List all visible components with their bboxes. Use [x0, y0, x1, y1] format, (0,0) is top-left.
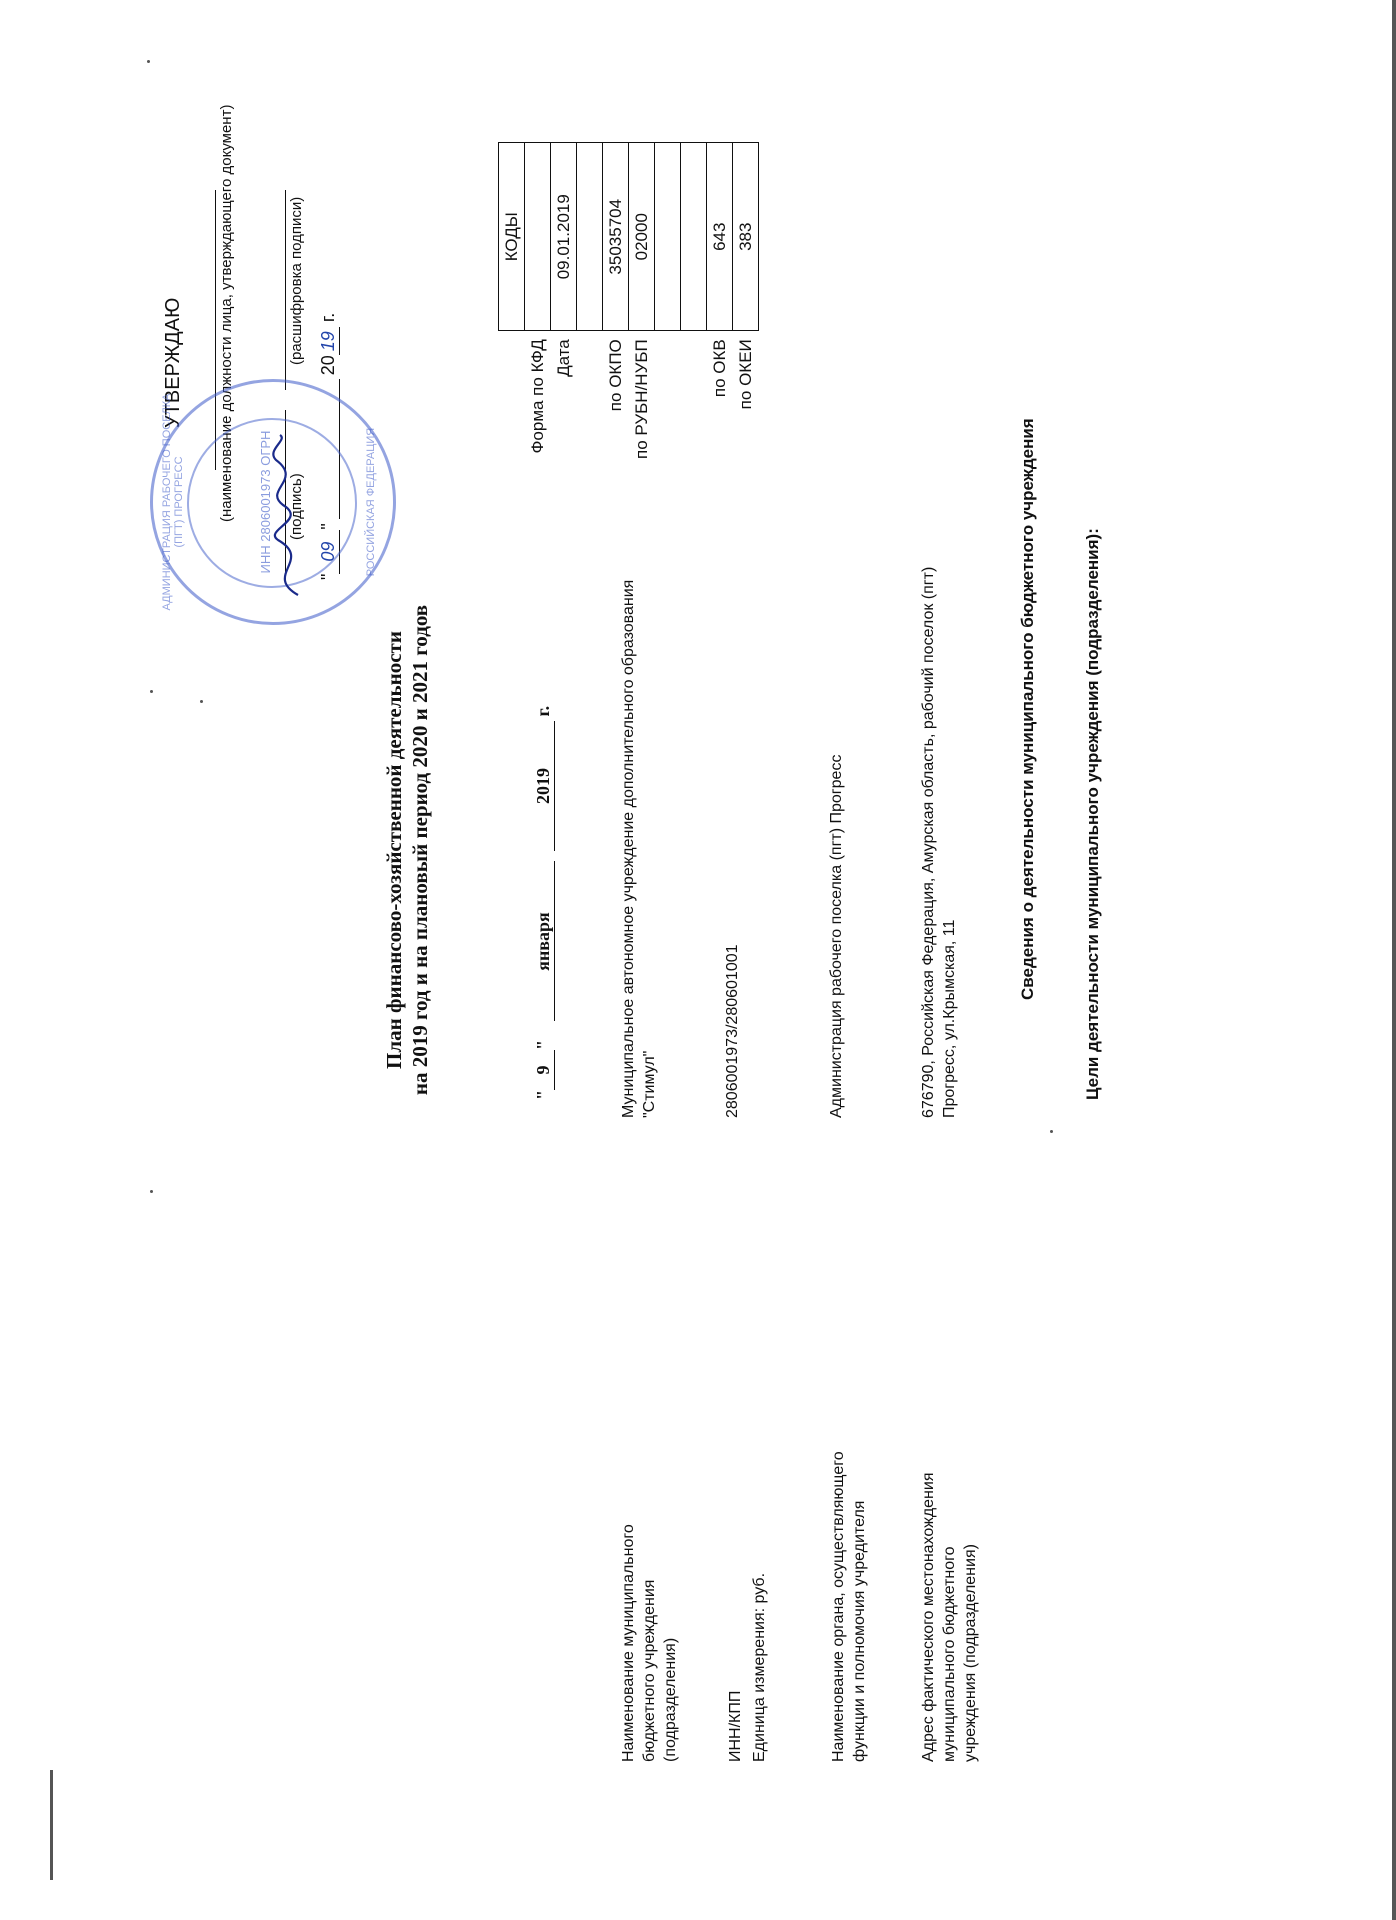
section-info: Сведения о деятельности муниципального бюджетного учреждения	[1018, 418, 1037, 1000]
title-line-1: План финансово-хозяйственной деятельности	[382, 631, 406, 1069]
address-label: Адрес фактического местонахождения муниципального бюджетного учреждения (подразделения)	[920, 1472, 979, 1762]
inn-value: 2806001973/280601001	[724, 944, 741, 1118]
table-row: по ОКЕИ 383	[733, 143, 759, 465]
address-value: 676790, Российская Федерация, Амурская область, рабочий поселок (пгт) Прогресс, ул.Крымская, 11	[920, 566, 958, 1118]
name-label: Наименование муниципального бюджетного учреждения (подразделения)	[620, 1524, 679, 1762]
table-row	[655, 143, 681, 465]
founder-label: Наименование органа, осуществляющего функции и полномочия учредителя	[830, 1451, 868, 1762]
table-row	[681, 143, 707, 465]
table-row	[577, 143, 603, 465]
table-row: по ОКПО 35035704	[603, 143, 629, 465]
approval-heading: УТВЕРЖДАЮ	[162, 297, 184, 428]
position-caption: (наименование должности лица, утверждающего документ)	[218, 104, 235, 522]
table-row: Форма по КФД	[525, 143, 551, 465]
name-value: Муниципальное автономное учреждение дополнительного образования "Стимул"	[620, 579, 658, 1118]
table-row: по РУБН/НУБП 02000	[629, 143, 655, 465]
transcript-caption: (расшифровка подписи)	[288, 196, 305, 365]
founder-value: Администрация рабочего поселка (пгт) Прогресс	[828, 754, 845, 1118]
table-row: Дата 09.01.2019	[551, 143, 577, 465]
section-goals: Цели деятельности муниципального учреждения (подразделения):	[1083, 528, 1102, 1100]
signature-caption: (подпись)	[288, 473, 305, 540]
signature-scribble	[258, 430, 318, 600]
table-row: по ОКВ 643	[707, 143, 733, 465]
inn-block: ИНН/КПП Единица измерения: руб.	[727, 1572, 768, 1762]
official-stamp: АДМИНИСТРАЦИЯ РАБОЧЕГО ПОСЕЛКА (ПГТ) ПРОГРЕСС ИНН 2806001973 ОГРН РОССИЙСКАЯ ФЕДЕРАЦИЯ	[150, 379, 396, 625]
codes-table	[498, 142, 759, 465]
codes-header: КОДЫ	[499, 143, 525, 331]
transcript-line	[285, 190, 286, 390]
approval-date: "09" 2019 г.	[318, 312, 338, 580]
document-date: "9" января 2019 г.	[533, 705, 553, 1100]
title-line-2: на 2019 год и на плановый период 2020 и 2021 годов	[408, 604, 432, 1096]
